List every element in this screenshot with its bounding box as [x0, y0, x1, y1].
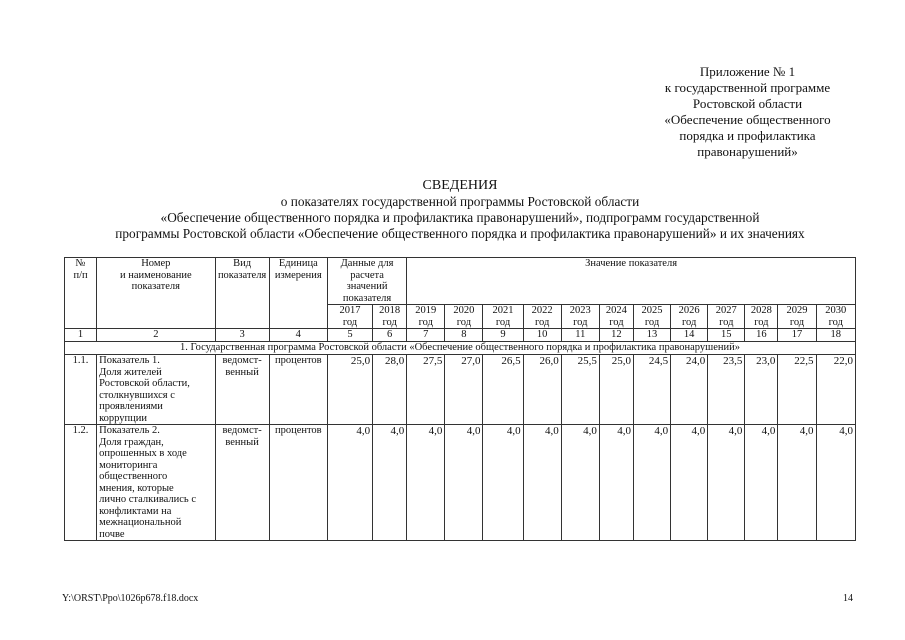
indicator-name-line: Доля жителей: [99, 366, 162, 378]
indicator-value: 4,0: [671, 425, 708, 541]
header-name: Номер и наименование показателя: [97, 258, 215, 329]
appendix-line: «Обеспечение общественного: [664, 112, 831, 127]
indicator-name-line: проявлениями: [99, 401, 163, 412]
column-number: 8: [445, 329, 483, 342]
heading-line: «Обеспечение общественного порядка и профилактика правонарушений», подпрограмм государственной: [160, 210, 760, 225]
indicator-value: 4,0: [599, 425, 633, 541]
header-row: [65, 258, 856, 305]
indicator-value: 4,0: [778, 425, 816, 541]
year-header: [445, 305, 483, 329]
year-suffix: год: [418, 316, 433, 328]
indicators-table: [64, 257, 856, 541]
column-number: 9: [483, 329, 523, 342]
column-number: 18: [816, 329, 855, 342]
column-number: 13: [633, 329, 670, 342]
indicator-value: 4,0: [523, 425, 561, 541]
header-unit: Единица измерения: [269, 258, 327, 329]
indicator-value: 25,0: [327, 355, 372, 425]
year-header: [561, 305, 599, 329]
column-number: 11: [561, 329, 599, 342]
indicator-name-line: столкнувшихся с: [99, 389, 175, 401]
year-suffix: год: [342, 316, 358, 328]
indicator-value: 23,5: [708, 355, 745, 425]
indicator-name-line: Показатель 1.: [99, 355, 160, 366]
table-row: [65, 355, 856, 425]
indicator-name-line: почве: [99, 528, 125, 540]
indicator-name-line: конфликтами на: [99, 505, 172, 517]
year-header: [778, 305, 816, 329]
year-label: 2029: [786, 305, 808, 316]
indicator-value: 25,0: [599, 355, 633, 425]
indicator-name-line: Доля граждан,: [99, 436, 164, 448]
indicator-kind-line: венный: [225, 436, 259, 448]
year-header: [373, 305, 407, 329]
indicator-name-line: мнения, которые: [99, 482, 174, 494]
header-kind: Вид показателя: [215, 258, 269, 329]
appendix-block: [640, 64, 855, 160]
indicator-name-line: опрошенных в ходе: [99, 448, 187, 459]
header-base-data: Данные для расчета значений показателя: [327, 258, 406, 305]
indicator-value: 24,5: [633, 355, 670, 425]
year-label: 2030: [825, 305, 847, 316]
document-title: СВЕДЕНИЯ: [422, 178, 498, 193]
indicator-value: 23,0: [745, 355, 778, 425]
column-number: 15: [708, 329, 745, 342]
year-label: 2022: [531, 305, 553, 316]
column-number: 12: [599, 329, 633, 342]
footer-file-path: Y:\ORST\Ppo\1026p678.f18.docx: [62, 593, 199, 604]
header-value: Значение показателя: [407, 258, 856, 305]
heading-line: программы Ростовской области «Обеспечение общественного порядка и профилактика правонарушений» и их значениях: [115, 226, 805, 241]
indicator-value: 4,0: [816, 425, 855, 541]
indicator-name-line: Показатель 2.: [99, 425, 160, 436]
column-number: 16: [745, 329, 778, 342]
column-numbers-row: [65, 329, 856, 342]
year-header: [523, 305, 561, 329]
indicator-name: [97, 425, 215, 541]
column-number: 17: [778, 329, 816, 342]
indicator-value: 4,0: [445, 425, 483, 541]
year-suffix: год: [719, 316, 734, 328]
year-header: [599, 305, 633, 329]
indicator-kind: [215, 425, 269, 541]
appendix-line: Ростовской области: [692, 96, 803, 111]
year-header: [816, 305, 855, 329]
column-number: 14: [671, 329, 708, 342]
appendix-line: Приложение № 1: [699, 64, 796, 79]
column-number: 4: [269, 329, 327, 342]
year-suffix: год: [382, 316, 397, 328]
appendix-line: правонарушений»: [697, 144, 798, 159]
indicator-value: 24,0: [671, 355, 708, 425]
year-label: 2020: [453, 305, 475, 316]
column-number: 6: [373, 329, 407, 342]
year-label: 2026: [678, 305, 700, 316]
indicator-value: 26,0: [523, 355, 561, 425]
year-header: [407, 305, 445, 329]
indicator-value: 27,5: [407, 355, 445, 425]
year-label: 2021: [492, 305, 514, 316]
column-number: 2: [97, 329, 215, 342]
year-header: [327, 305, 372, 329]
year-header: [708, 305, 745, 329]
year-header: [745, 305, 778, 329]
indicator-value: 4,0: [373, 425, 407, 541]
indicator-kind: [215, 355, 269, 425]
heading-line: о показателях государственной программы Ростовской области: [280, 194, 640, 209]
indicator-value: 4,0: [407, 425, 445, 541]
indicator-value: 28,0: [373, 355, 407, 425]
year-label: 2028: [750, 305, 772, 316]
indicator-unit: процентов: [269, 425, 327, 541]
year-suffix: год: [534, 316, 550, 328]
indicator-kind-line: ведомст-: [222, 425, 262, 436]
document-heading: [40, 178, 880, 242]
footer-page-number: 14: [843, 593, 853, 604]
indicator-value: 4,0: [327, 425, 372, 541]
row-number: 1.1.: [65, 355, 97, 425]
indicator-kind-line: венный: [225, 366, 259, 378]
year-header: [633, 305, 670, 329]
indicator-value: 25,5: [561, 355, 599, 425]
column-number: 7: [407, 329, 445, 342]
indicator-name-line: мониторинга: [99, 459, 158, 471]
section-title: 1. Государственная программа Ростовской области «Обеспечение общественного порядка и профилактика правонарушений»: [65, 342, 856, 355]
year-label: 2023: [569, 305, 591, 316]
year-suffix: год: [754, 316, 769, 328]
year-label: 2017: [339, 305, 361, 316]
year-label: 2019: [415, 305, 437, 316]
year-label: 2027: [715, 305, 737, 316]
indicator-value: 4,0: [561, 425, 599, 541]
column-number: 1: [65, 329, 97, 342]
year-suffix: год: [789, 316, 805, 328]
year-label: 2018: [379, 305, 401, 316]
indicator-value: 22,0: [816, 355, 855, 425]
year-header: [671, 305, 708, 329]
table-row: [65, 425, 856, 541]
indicator-value: 26,5: [483, 355, 523, 425]
column-number: 10: [523, 329, 561, 342]
year-suffix: год: [573, 316, 588, 328]
indicator-value: 4,0: [708, 425, 745, 541]
indicator-name: [97, 355, 215, 425]
indicator-value: 4,0: [745, 425, 778, 541]
indicator-kind-line: ведомст-: [222, 355, 262, 366]
indicator-value: 27,0: [445, 355, 483, 425]
indicator-name-line: коррупции: [99, 412, 148, 424]
year-suffix: год: [644, 316, 660, 328]
year-suffix: год: [456, 316, 472, 328]
indicator-name-line: общественного: [99, 471, 168, 482]
year-suffix: год: [681, 316, 697, 328]
appendix-line: к государственной программе: [664, 80, 831, 95]
year-label: 2024: [605, 305, 627, 316]
section-row: [65, 342, 856, 355]
column-number: 5: [327, 329, 372, 342]
indicator-value: 4,0: [633, 425, 670, 541]
indicator-name-line: Ростовской области,: [99, 378, 190, 389]
header-num: № п/п: [65, 258, 97, 329]
year-suffix: год: [495, 316, 511, 328]
indicator-unit: процентов: [269, 355, 327, 425]
indicator-name-line: межнациональной: [99, 517, 182, 528]
row-number: 1.2.: [65, 425, 97, 541]
indicator-name-line: лично сталкивались с: [99, 494, 196, 505]
year-suffix: год: [828, 316, 843, 328]
indicator-value: 22,5: [778, 355, 816, 425]
year-suffix: год: [609, 316, 624, 328]
appendix-line: порядка и профилактика: [679, 128, 816, 143]
year-label: 2025: [641, 305, 663, 316]
indicator-value: 4,0: [483, 425, 523, 541]
year-header: [483, 305, 523, 329]
column-number: 3: [215, 329, 269, 342]
